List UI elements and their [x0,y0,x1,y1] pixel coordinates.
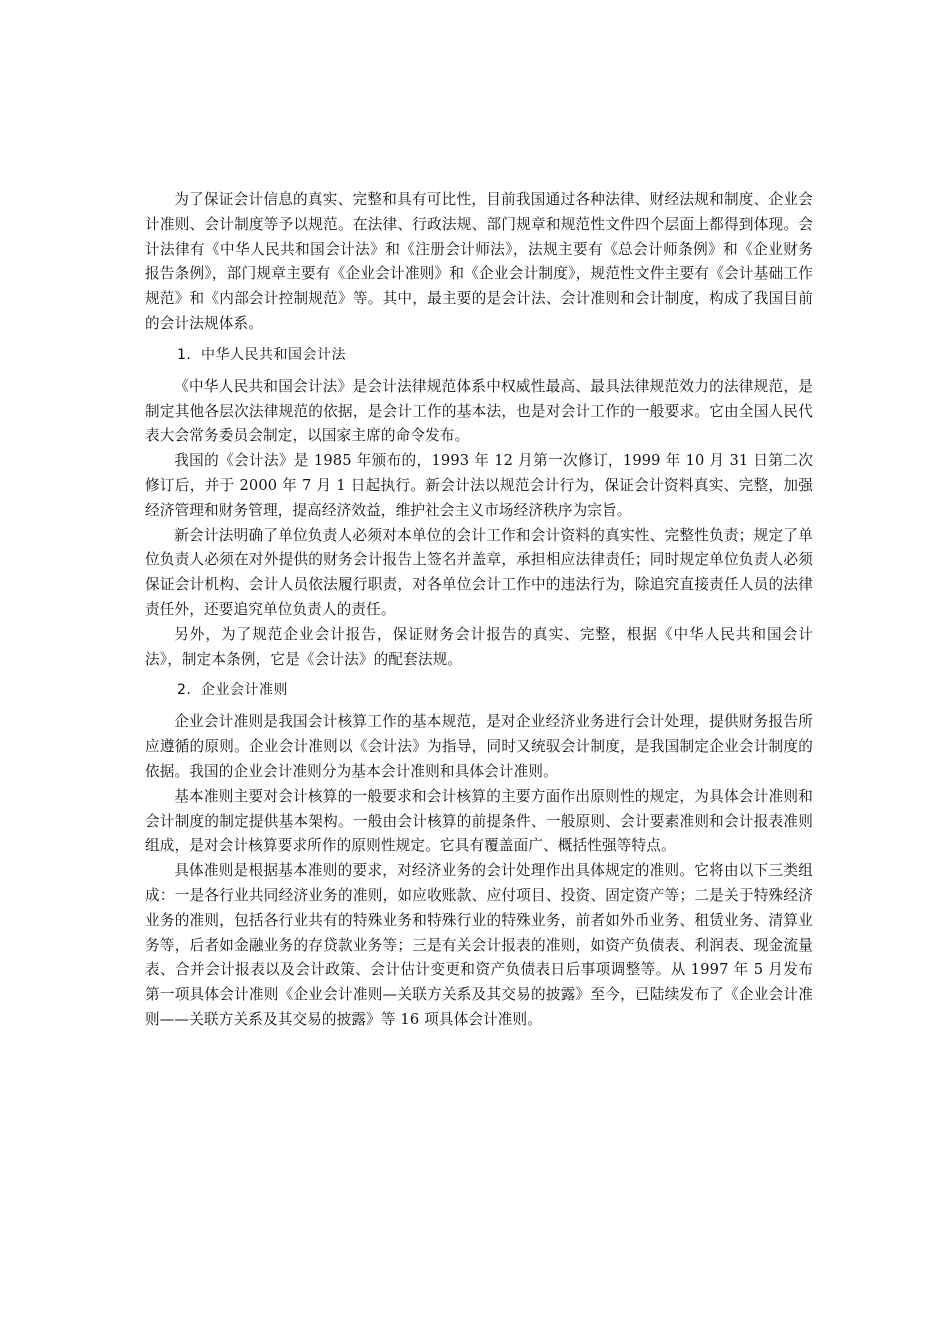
accounting-law-paragraph-3: 新会计法明确了单位负责人必须对本单位的会计工作和会计资料的真实性、完整性负责；规定了单位负责人必须在对外提供的财务会计报告上签名并盖章，承担相应法律责任；同时规定单位负责人必须保证会计机构、会计人员依法履行职责，对各单位会计工作中的违法行为，除追究直接责任人员的法律责任外，还要追究单位负责人的责任。 [145,526,813,618]
section-title: 企业会计准则 [201,682,288,699]
document-body [145,188,813,1033]
section-number: 1. [177,346,192,363]
accounting-standards-paragraph-2: 基本准则主要对会计核算的一般要求和会计核算的主要方面作出原则性的规定，为具体会计准则和会计制度的制定提供基本架构。一般由会计核算的前提条件、一般原则、会计要素准则和会计报表准则组成，是对会计核算要求所作的原则性规定。它具有覆盖面广、概括性强等特点。 [145,787,813,855]
accounting-standards-paragraph-1: 企业会计准则是我国会计核算工作的基本规范，是对企业经济业务进行会计处理，提供财务报告所应遵循的原则。企业会计准则以《会计法》为指导，同时又统驭会计制度，是我国制定企业会计制度的依据。我国的企业会计准则分为基本会计准则和具体会计准则。 [145,713,813,780]
intro-paragraph: 为了保证会计信息的真实、完整和具有可比性，目前我国通过各种法律、财经法规和制度、企业会计准则、会计制度等予以规范。在法律、行政法规、部门规章和规范性文件四个层面上都得到体现。会计法律有《中华人民共和国会计法》和《注册会计师法》，法规主要有《总会计师条例》和《企业财务报告条例》，部门规章主要有《企业会计准则》和《企业会计制度》，规范性文件主要有《会计基础工作规范》和《内部会计控制规范》等。其中，最主要的是会计法、会计准则和会计制度，构成了我国目前的会计法规体系。 [145,191,813,332]
section-heading-accounting-law [145,343,813,367]
section-heading-accounting-standards [145,678,813,702]
accounting-law-paragraph-1: 《中华人民共和国会计法》是会计法律规范体系中权威性最高、最具法律规范效力的法律规范，是制定其他各层次法律规范的依据，是会计工作的基本法，也是对会计工作的一般要求。它由全国人民代表大会常务委员会制定，以国家主席的命令发布。 [145,377,813,445]
section-title: 中华人民共和国会计法 [201,346,346,363]
accounting-law-paragraph-4: 另外，为了规范企业会计报告，保证财务会计报告的真实、完整，根据《中华人民共和国会计法》，制定本条例，它是《会计法》的配套法规。 [145,625,813,668]
section-number: 2. [177,682,192,699]
accounting-law-paragraph-2: 我国的《会计法》是 1985 年颁布的，1993 年 12 月第一次修订，1999 年 10 月 31 日第二次修订后，并于 2000 年 7 月 1 日起执行。新会计法以规范会计行为，保证会计资料真实、完整，加强经济管理和财务管理，提高经济效益，维护社会主义市场经济秩序为宗旨。 [145,452,813,519]
accounting-standards-paragraph-3: 具体准则是根据基本准则的要求，对经济业务的会计处理作出具体规定的准则。它将由以下三类组成：一是各行业共同经济业务的准则，如应收账款、应付项目、投资、固定资产等；二是关于特殊经济业务的准则，包括各行业共有的特殊业务和特殊行业的特殊业务，前者如外币业务、租赁业务、清算业务等，后者如金融业务的存贷款业务等；三是有关会计报表的准则，如资产负债表、利润表、现金流量表、合并会计报表以及会计政策、会计估计变更和资产负债表日后事项调整等。从 1997 年 5 月发布第一项具体会计准则《企业会计准则—关联方关系及其交易的披露》至今，已陆续发布了《企业会计准则——关联方关系及其交易的披露》等 16 项具体会计准则。 [145,862,813,1028]
